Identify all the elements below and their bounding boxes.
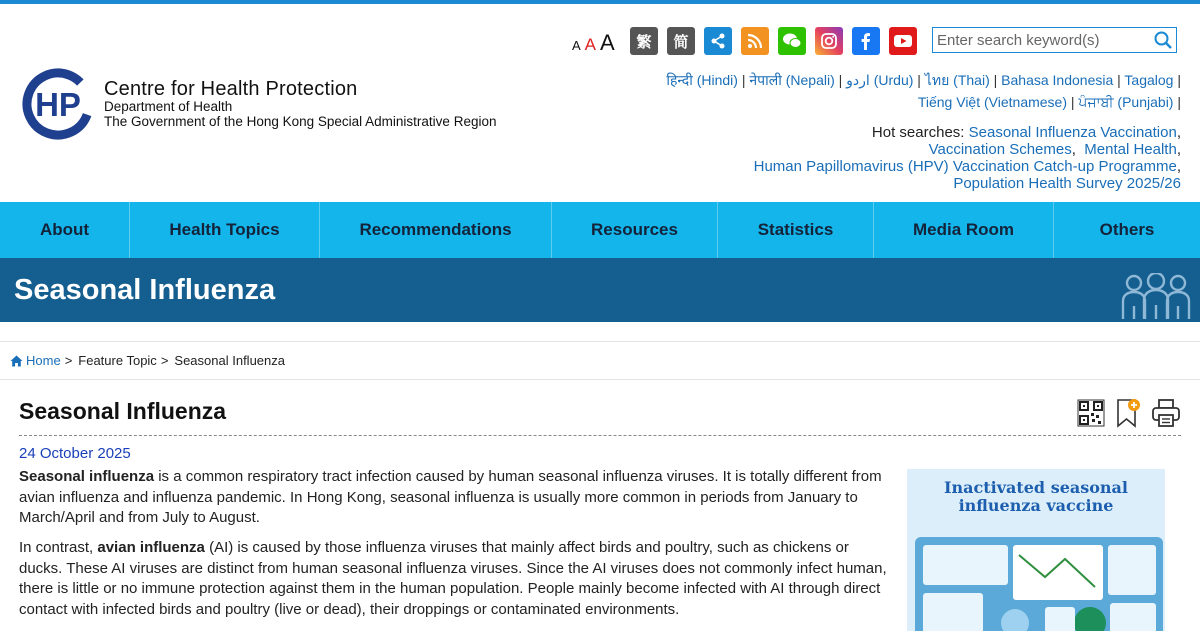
intro-paragraph-text: is a common respiratory tract infection caused by human seasonal influenza viruses. It is totally different from avian influenza and influenza pandemic. In Hong Kong, seasonal influenza is usually more common in periods from January to March/April and from July to August. bbox=[19, 468, 882, 526]
hot-searches: Hot searches: Seasonal Influenza Vaccination, Vaccination Schemes, Mental Health, Human Papillomavirus (HPV) Vaccination Catch-up Programme, Population Health Survey 2025/26 bbox=[753, 124, 1181, 192]
hot-search-link[interactable]: Vaccination Schemes bbox=[928, 141, 1072, 158]
chp-logo-icon bbox=[20, 66, 96, 142]
lang-nepali-link[interactable]: नेपाली (Nepali) bbox=[749, 72, 835, 88]
print-icon[interactable] bbox=[1151, 398, 1181, 428]
nav-item-statistics[interactable]: Statistics bbox=[718, 202, 874, 258]
lang-vietnamese-link[interactable]: Tiếng Việt (Vietnamese) bbox=[917, 94, 1067, 110]
vaccine-poster-image[interactable] bbox=[907, 469, 1165, 631]
top-accent-bar bbox=[0, 0, 1200, 4]
avian-paragraph-text: (AI) is caused by those influenza viruses that mainly affect birds and poultry, such as chickens or ducks. These AI viruses are distinct from human seasonal influenza viruses. Since the AI viruses does not commonly infect human, there is little or no immune protection against them in the human population. People mainly become infected with AI through direct contact with infected birds and poultry (live or dead), their droppings or contaminated environments. bbox=[19, 539, 887, 618]
breadcrumb bbox=[0, 341, 1200, 380]
nav-item-about[interactable]: About bbox=[0, 202, 130, 258]
dept-name: Department of Health bbox=[104, 99, 233, 115]
breadcrumb-current: Seasonal Influenza bbox=[174, 353, 285, 368]
font-small-button[interactable]: A bbox=[572, 38, 581, 53]
avian-paragraph-lead: In contrast, bbox=[19, 539, 98, 556]
nav-item-recommendations[interactable]: Recommendations bbox=[320, 202, 552, 258]
lang-indonesian-link[interactable]: Bahasa Indonesia bbox=[1001, 72, 1114, 88]
poster-title: Inactivated seasonal influenza vaccine bbox=[944, 478, 1128, 515]
gov-name: The Government of the Hong Kong Special Administrative Region bbox=[104, 113, 497, 129]
banner-title: Seasonal Influenza bbox=[14, 273, 276, 306]
main-nav bbox=[0, 202, 1200, 258]
youtube-icon[interactable] bbox=[889, 27, 917, 55]
font-large-button[interactable]: A bbox=[600, 30, 615, 55]
title-divider bbox=[19, 435, 1181, 436]
rss-icon[interactable] bbox=[741, 27, 769, 55]
page-title: Seasonal Influenza bbox=[19, 398, 227, 424]
traditional-chinese-button[interactable]: 繁 bbox=[630, 27, 658, 55]
svg-text:HP: HP bbox=[35, 86, 81, 123]
site-logo[interactable] bbox=[20, 66, 496, 142]
nav-item-health-topics[interactable]: Health Topics bbox=[130, 202, 320, 258]
hot-search-link[interactable]: Seasonal Influenza Vaccination bbox=[968, 124, 1177, 141]
breadcrumb-home-link[interactable]: Home bbox=[26, 353, 61, 368]
qr-code-icon[interactable] bbox=[1077, 399, 1105, 427]
font-medium-button[interactable]: A bbox=[584, 35, 597, 54]
infographic-graphic bbox=[915, 537, 1163, 631]
page-tools bbox=[1077, 398, 1181, 428]
lang-hindi-link[interactable]: हिन्दी (Hindi) bbox=[666, 72, 738, 88]
wechat-icon[interactable] bbox=[778, 27, 806, 55]
nav-item-others[interactable]: Others bbox=[1099, 220, 1155, 239]
lang-tagalog-link[interactable]: Tagalog bbox=[1124, 72, 1174, 88]
search-icon[interactable] bbox=[1150, 28, 1176, 52]
seasonal-influenza-term: Seasonal influenza bbox=[19, 468, 155, 485]
facebook-icon[interactable] bbox=[852, 27, 880, 55]
lang-thai-link[interactable]: ไทย (Thai) bbox=[924, 72, 990, 88]
hot-search-link[interactable]: Population Health Survey 2025/26 bbox=[953, 175, 1181, 192]
poster-infographic bbox=[915, 537, 1163, 631]
people-group-icon bbox=[1120, 273, 1192, 321]
publish-date: 24 October 2025 bbox=[19, 445, 131, 462]
search-input[interactable] bbox=[933, 29, 1150, 51]
header-icon-toolbar bbox=[630, 27, 917, 55]
avian-influenza-paragraph bbox=[19, 538, 889, 620]
hot-search-link[interactable]: Human Papillomavirus (HPV) Vaccination Catch-up Programme bbox=[753, 158, 1177, 175]
lang-urdu-link[interactable]: اردو (Urdu) bbox=[846, 72, 914, 88]
home-icon bbox=[10, 355, 23, 367]
intro-paragraph bbox=[19, 467, 889, 529]
lang-punjabi-link[interactable]: ਪੰਜਾਬੀ (Punjabi) bbox=[1078, 94, 1174, 110]
simplified-chinese-button[interactable]: 简 bbox=[667, 27, 695, 55]
language-links: हिन्दी (Hindi) | नेपाली (Nepali) | اردو (Urdu) | ไทย (Thai) | Bahasa Indonesia | Tagalog | Tiếng Việt (Vietnamese) | ਪੰਜਾਬੀ (Punjabi) | bbox=[666, 72, 1181, 110]
nav-item-media-room[interactable]: Media Room bbox=[874, 202, 1054, 258]
nav-item-resources[interactable]: Resources bbox=[552, 202, 718, 258]
share-icon[interactable] bbox=[704, 27, 732, 55]
hot-searches-label: Hot searches: bbox=[871, 124, 965, 141]
hot-search-link[interactable]: Mental Health bbox=[1084, 141, 1177, 158]
font-size-controls bbox=[572, 30, 615, 56]
breadcrumb-separator: > bbox=[64, 353, 73, 368]
org-name: Centre for Health Protection bbox=[104, 78, 358, 101]
instagram-icon[interactable] bbox=[815, 27, 843, 55]
page-banner bbox=[0, 258, 1200, 322]
search-box bbox=[932, 27, 1177, 53]
bookmark-icon[interactable] bbox=[1115, 398, 1141, 428]
breadcrumb-separator: > bbox=[160, 353, 169, 368]
avian-influenza-term: avian influenza bbox=[97, 539, 205, 556]
breadcrumb-feature-link[interactable]: Feature Topic bbox=[78, 353, 157, 368]
